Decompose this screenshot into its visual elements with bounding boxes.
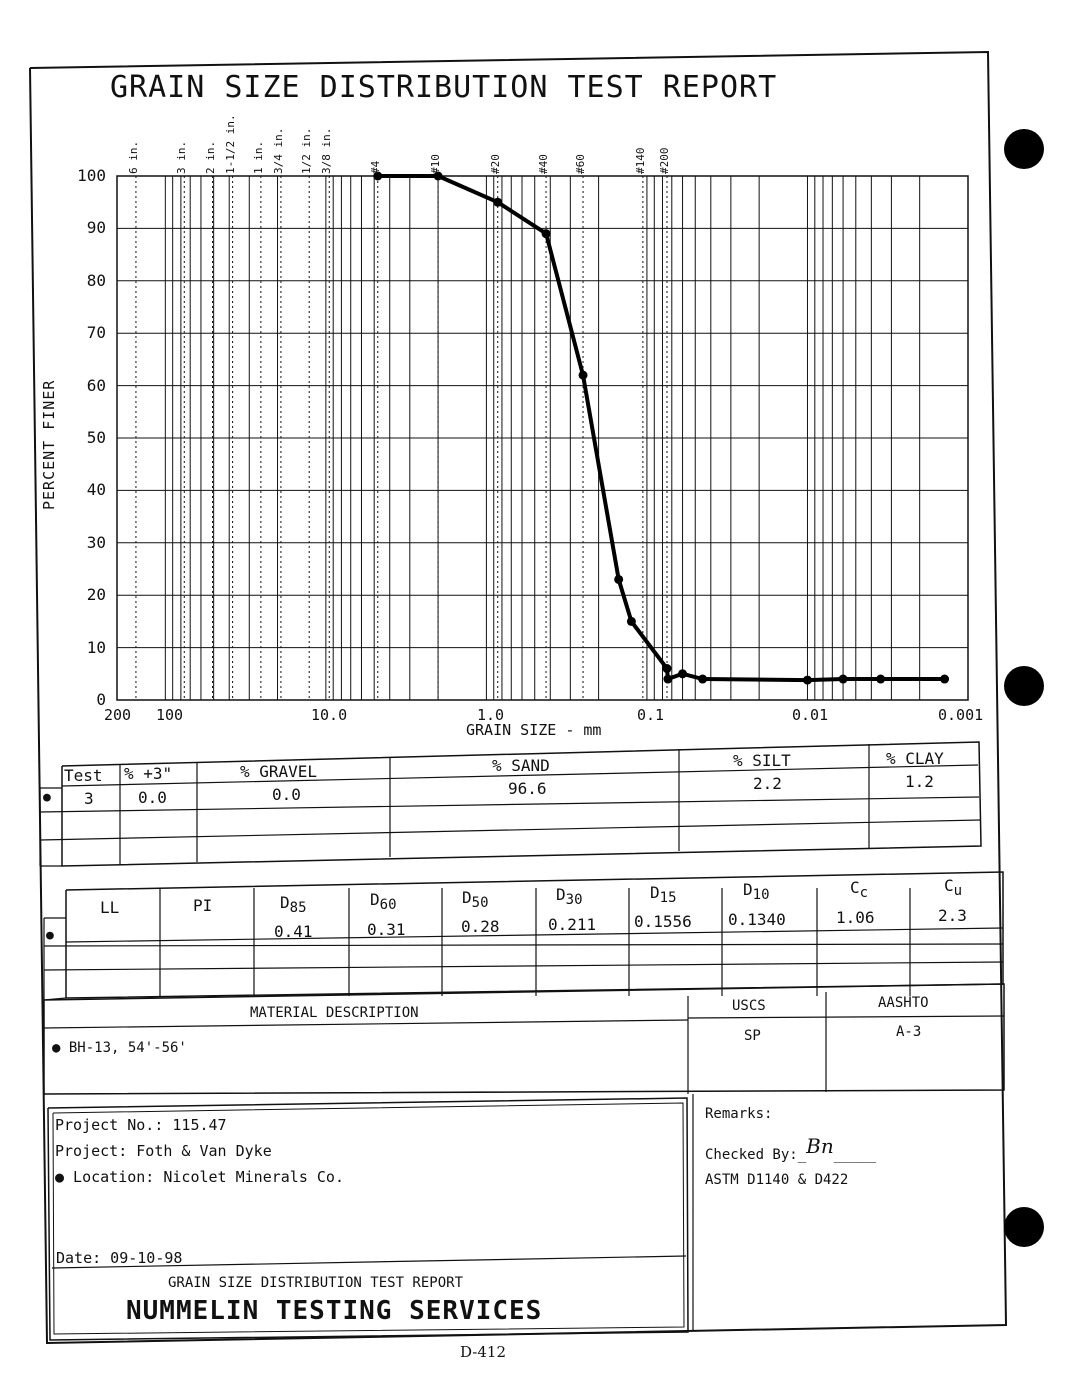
data-point	[876, 675, 885, 684]
data-point	[627, 617, 636, 626]
sieve-label: #200	[657, 147, 671, 174]
sand-value: 96.6	[508, 779, 547, 798]
binder-hole	[1004, 129, 1044, 169]
table2-header: $D_{15}$	[650, 883, 677, 907]
x-tick-label: 200	[104, 706, 132, 724]
y-tick-label: 100	[77, 166, 106, 185]
data-point	[803, 676, 812, 685]
sieve-label: #10	[429, 154, 443, 174]
table2-header: $D_{50}$	[462, 888, 489, 912]
remarks-label: Remarks:	[705, 1106, 773, 1122]
y-tick-label: 20	[86, 585, 106, 605]
x-tick-label: 0.001	[938, 706, 984, 724]
sieve-label: 3/8 in.	[320, 127, 334, 174]
row-bullet: ●	[43, 790, 51, 805]
sieve-label: #60	[574, 154, 588, 174]
report-title: GRAIN SIZE DISTRIBUTION TEST REPORT	[110, 70, 778, 105]
rule-line	[66, 928, 1003, 942]
table2-header: $D_{60}$	[370, 890, 397, 914]
y-tick-label: 80	[86, 270, 106, 290]
sieve-label: 6 in.	[126, 140, 140, 174]
table2-value: 0.1556	[634, 912, 692, 931]
col-test: Test	[64, 766, 103, 785]
col-sand: % SAND	[492, 756, 550, 775]
col-plus3: % +3"	[124, 764, 173, 783]
sieve-label: 1 in.	[251, 140, 265, 174]
col-silt: % SILT	[733, 751, 791, 770]
footer-report-title: GRAIN SIZE DISTRIBUTION TEST REPORT	[168, 1275, 464, 1291]
y-tick-label: 60	[86, 375, 106, 395]
signature: Bn	[806, 1134, 834, 1158]
data-point	[940, 675, 949, 684]
table2-header: PI	[193, 896, 213, 915]
table2-value: 0.41	[274, 922, 313, 941]
data-point	[839, 675, 848, 684]
rule-line	[44, 1020, 688, 1028]
sieve-label: #20	[488, 154, 502, 174]
table2-value: 1.06	[836, 908, 875, 927]
rule-line	[688, 1016, 1004, 1018]
y-tick-label: 40	[86, 480, 106, 500]
sieve-label: #40	[537, 154, 551, 174]
chart-curve	[373, 172, 949, 685]
data-point	[493, 198, 502, 207]
y-tick-label: 50	[86, 428, 106, 447]
x-tick-label: 1.0	[477, 706, 505, 724]
silt-value: 2.2	[753, 774, 782, 793]
sieve-label: 3 in.	[175, 140, 189, 174]
x-tick-label: 0.1	[637, 706, 665, 724]
data-point	[663, 675, 672, 684]
binder-hole	[1004, 1207, 1044, 1247]
col-gravel: % GRAVEL	[240, 762, 318, 781]
table2-value: 0.1340	[728, 910, 786, 929]
data-point	[698, 675, 707, 684]
material-header: MATERIAL DESCRIPTION	[250, 1005, 419, 1021]
col-clay: % CLAY	[886, 749, 944, 768]
sieve-label: 1/2 in.	[300, 127, 314, 174]
gravel-value: 0.0	[272, 785, 301, 804]
y-tick-label: 30	[86, 532, 106, 552]
x-tick-label: 10.0	[311, 706, 348, 724]
table2-value: 0.28	[461, 917, 500, 936]
gradation-curve	[378, 176, 945, 680]
y-tick-label: 90	[86, 218, 106, 238]
sieve-label: 1-1/2 in.	[223, 114, 237, 174]
data-point	[678, 669, 687, 678]
material-description: ● BH-13, 54'-56'	[52, 1040, 187, 1056]
sieve-label: #4	[368, 160, 382, 174]
table2-header: LL	[100, 898, 120, 917]
checked-by: Checked By:_Bn_____	[705, 1134, 876, 1163]
project-number: Project No.: 115.47	[55, 1116, 227, 1134]
binder-hole	[1004, 666, 1044, 706]
rule-line	[40, 797, 979, 812]
data-point	[542, 229, 551, 238]
table2-header: $D_{10}$	[743, 880, 770, 904]
y-tick-label: 0	[96, 690, 106, 709]
sieve-label: 2 in.	[203, 140, 217, 174]
sieve-label: 3/4 in.	[271, 127, 285, 174]
table2-header: $C_c$	[850, 878, 869, 902]
rule-line	[40, 820, 980, 840]
y-tick-label: 10	[86, 637, 106, 657]
table2-value: 0.31	[367, 920, 406, 939]
rule-line	[44, 944, 1003, 946]
data-point	[662, 664, 671, 673]
table2-header: $C_u$	[944, 876, 963, 900]
data-point	[614, 575, 623, 584]
data-point	[579, 371, 588, 380]
aashto-header: AASHTO	[878, 995, 929, 1011]
aashto-value: A-3	[896, 1024, 922, 1040]
x-tick-label: 100	[156, 706, 184, 724]
clay-value: 1.2	[905, 772, 934, 791]
project-name: Project: Foth & Van Dyke	[55, 1142, 272, 1160]
project-location: ● Location: Nicolet Minerals Co.	[55, 1168, 344, 1186]
astm-reference: ASTM D1140 & D422	[705, 1172, 849, 1188]
plus3-value: 0.0	[138, 788, 167, 807]
x-axis-title: GRAIN SIZE - mm	[466, 721, 602, 739]
company-name: NUMMELIN TESTING SERVICES	[126, 1296, 543, 1326]
table2-value: 2.3	[938, 906, 967, 925]
uscs-value: SP	[744, 1028, 761, 1044]
chart-grid	[117, 176, 968, 700]
x-tick-label: 0.01	[792, 706, 829, 724]
rule-line	[44, 962, 1003, 970]
project-date: Date: 09-10-98	[56, 1249, 183, 1267]
material-border	[44, 984, 1004, 1094]
test-value: 3	[84, 789, 94, 808]
table2-header: $D_{30}$	[556, 885, 583, 909]
y-axis-title: PERCENT FINER	[40, 379, 58, 510]
row-bullet: ●	[46, 928, 54, 943]
table2-value: 0.211	[548, 915, 597, 934]
table2-header: $D_{85}$	[280, 893, 307, 917]
sieve-label: #140	[633, 147, 647, 174]
uscs-header: USCS	[732, 998, 766, 1014]
y-tick-label: 70	[86, 323, 106, 343]
page-number: D-412	[460, 1343, 507, 1361]
